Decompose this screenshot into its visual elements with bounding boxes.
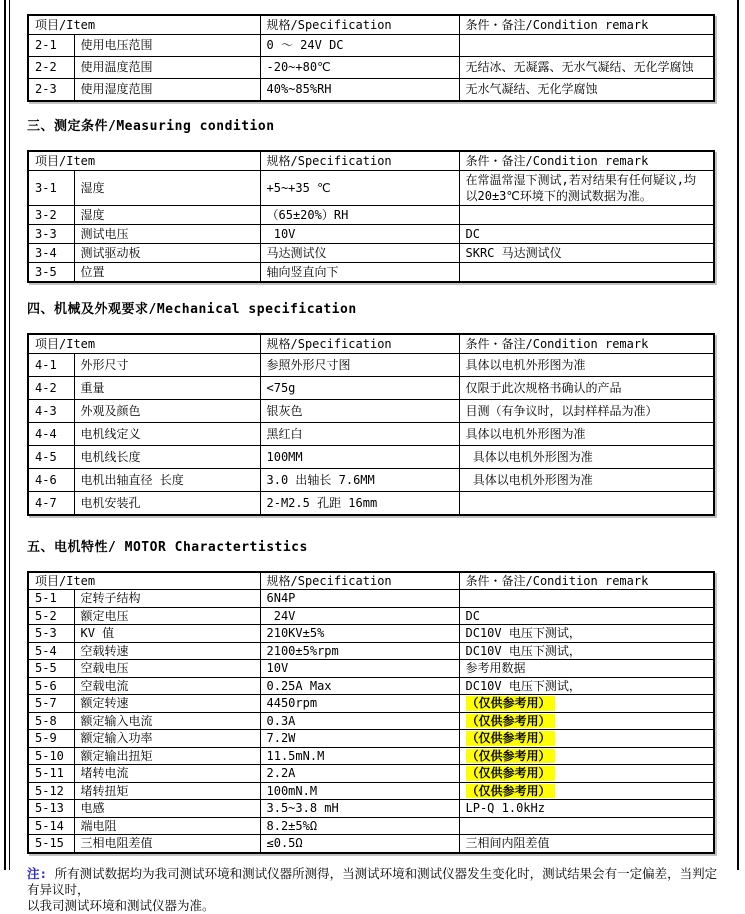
cell-spec: 40%~85%RH xyxy=(260,79,459,102)
cell-spec: 0 ～ 24V DC xyxy=(260,35,459,57)
cell-spec: 2-M2.5 孔距 16mm xyxy=(260,492,459,516)
cell-item-no: 5-13 xyxy=(28,800,74,818)
cell-item-no: 5-3 xyxy=(28,625,74,643)
footnote-line1: 所有测试数据均为我司测试环境和测试仪器所测得，当测试环境和测试仪器发生变化时，测试结果会有一定偏差，当判定有异议时， xyxy=(27,865,718,897)
table-row xyxy=(28,730,714,748)
table-row xyxy=(28,57,714,79)
cell-item-name: 空载电压 xyxy=(74,660,260,678)
cell-remark: DC10V 电压下测试， xyxy=(459,642,714,660)
table-header-cell-spec: 规格/Specification xyxy=(260,151,459,171)
document-content xyxy=(27,0,716,914)
table-row xyxy=(28,747,714,765)
cell-spec: 4450rpm xyxy=(260,695,459,713)
cell-remark xyxy=(459,747,714,765)
cell-item-no: 3-3 xyxy=(28,225,74,244)
cell-item-name: 重量 xyxy=(74,377,260,400)
table-header-cell-item: 项目/Item xyxy=(28,15,260,35)
table-row xyxy=(28,660,714,678)
cell-item-name: 电机出轴直径 长度 xyxy=(74,469,260,492)
cell-remark xyxy=(459,263,714,283)
cell-remark xyxy=(459,765,714,783)
cell-spec: 7.2W xyxy=(260,730,459,748)
cell-remark: LP-Q 1.0kHz xyxy=(459,800,714,818)
cell-item-no: 5-10 xyxy=(28,747,74,765)
cell-spec: +5~+35 ℃ xyxy=(260,171,459,206)
cell-item-no: 5-2 xyxy=(28,607,74,625)
footnote-label: 注: xyxy=(27,865,48,881)
cell-spec: 8.2±5%Ω xyxy=(260,817,459,835)
cell-remark xyxy=(459,35,714,57)
table-header-cell-remark: 条件・备注/Condition remark xyxy=(459,151,714,171)
reference-only-highlight: （仅供参考用） xyxy=(466,731,555,746)
cell-spec: 银灰色 xyxy=(260,400,459,423)
cell-spec: 黑红白 xyxy=(260,423,459,446)
cell-remark xyxy=(459,206,714,225)
cell-spec: 3.5~3.8 mH xyxy=(260,800,459,818)
cell-item-name: 使用温度范围 xyxy=(74,57,260,79)
cell-item-no: 5-14 xyxy=(28,817,74,835)
cell-item-no: 3-4 xyxy=(28,244,74,263)
cell-remark xyxy=(459,590,714,608)
cell-item-name: 电机安装孔 xyxy=(74,492,260,516)
table-row xyxy=(28,354,714,377)
cell-item-name: 电机线定义 xyxy=(74,423,260,446)
table-row xyxy=(28,765,714,783)
table-row xyxy=(28,35,714,57)
table-row xyxy=(28,206,714,225)
cell-spec: 24V xyxy=(260,607,459,625)
cell-item-name: 测试电压 xyxy=(74,225,260,244)
cell-spec: 11.5mN.M xyxy=(260,747,459,765)
cell-item-name: 端电阻 xyxy=(74,817,260,835)
table-row xyxy=(28,800,714,818)
cell-spec: 0.25A Max xyxy=(260,677,459,695)
table-header-cell-spec: 规格/Specification xyxy=(260,334,459,354)
cell-remark: DC10V 电压下测试， xyxy=(459,625,714,643)
cell-spec: 轴向竖直向下 xyxy=(260,263,459,283)
cell-item-name: 湿度 xyxy=(74,206,260,225)
spec-table xyxy=(27,333,715,516)
cell-item-no: 2-1 xyxy=(28,35,74,57)
table-row xyxy=(28,817,714,835)
table-row xyxy=(28,263,714,283)
cell-remark xyxy=(459,712,714,730)
section-title: 三、测定条件/Measuring condition xyxy=(27,119,275,134)
cell-item-name: 测试驱动板 xyxy=(74,244,260,263)
spec-table xyxy=(27,14,715,102)
cell-item-name: 电机线长度 xyxy=(74,446,260,469)
cell-item-name: 定转子结构 xyxy=(74,590,260,608)
cell-remark xyxy=(459,730,714,748)
cell-item-no: 5-1 xyxy=(28,590,74,608)
cell-item-name: 堵转电流 xyxy=(74,765,260,783)
reference-only-highlight: （仅供参考用） xyxy=(466,714,555,729)
cell-remark: 具体以电机外形图为准 xyxy=(459,469,714,492)
reference-only-highlight: （仅供参考用） xyxy=(466,696,555,711)
table-header-cell-remark: 条件・备注/Condition remark xyxy=(459,15,714,35)
section-title: 五、电机特性/ MOTOR Charactertistics xyxy=(27,540,308,555)
cell-item-name: 使用电压范围 xyxy=(74,35,260,57)
cell-item-no: 5-4 xyxy=(28,642,74,660)
cell-item-no: 3-5 xyxy=(28,263,74,283)
cell-spec: 2100±5%rpm xyxy=(260,642,459,660)
cell-remark: DC10V 电压下测试， xyxy=(459,677,714,695)
table-row xyxy=(28,469,714,492)
cell-item-no: 4-4 xyxy=(28,423,74,446)
cell-item-no: 4-1 xyxy=(28,354,74,377)
table-row xyxy=(28,79,714,102)
cell-remark: 具体以电机外形图为准 xyxy=(459,423,714,446)
section-title: 四、机械及外观要求/Mechanical specification xyxy=(27,302,357,317)
table-row xyxy=(28,377,714,400)
page-frame-right xyxy=(737,0,739,870)
cell-item-name: 位置 xyxy=(74,263,260,283)
cell-item-no: 4-7 xyxy=(28,492,74,516)
cell-spec: 100mN.M xyxy=(260,782,459,800)
cell-spec: 210KV±5% xyxy=(260,625,459,643)
cell-item-no: 2-3 xyxy=(28,79,74,102)
table-row xyxy=(28,625,714,643)
cell-spec: 3.0 出轴长 7.6MM xyxy=(260,469,459,492)
table-header-row xyxy=(28,334,714,354)
reference-only-highlight: （仅供参考用） xyxy=(466,749,555,764)
cell-remark: SKRC 马达测试仪 xyxy=(459,244,714,263)
table-header-cell-item: 项目/Item xyxy=(28,334,260,354)
spec-sections xyxy=(27,14,716,854)
spec-table xyxy=(27,571,715,854)
table-header-row xyxy=(28,151,714,171)
footnote xyxy=(27,866,727,914)
reference-only-highlight: （仅供参考用） xyxy=(466,766,555,781)
table-header-cell-remark: 条件・备注/Condition remark xyxy=(459,334,714,354)
cell-item-name: 额定输出扭矩 xyxy=(74,747,260,765)
cell-item-name: 三相电阻差值 xyxy=(74,835,260,853)
table-row xyxy=(28,171,714,206)
cell-item-name: 外形尺寸 xyxy=(74,354,260,377)
cell-item-name: 湿度 xyxy=(74,171,260,206)
cell-remark xyxy=(459,492,714,516)
table-header-cell-spec: 规格/Specification xyxy=(260,572,459,590)
table-row xyxy=(28,446,714,469)
table-row xyxy=(28,835,714,853)
cell-item-no: 5-9 xyxy=(28,730,74,748)
spec-table xyxy=(27,150,715,283)
table-row xyxy=(28,677,714,695)
cell-item-no: 4-5 xyxy=(28,446,74,469)
cell-remark xyxy=(459,817,714,835)
cell-spec: ≤0.5Ω xyxy=(260,835,459,853)
table-row xyxy=(28,642,714,660)
cell-item-name: 额定电压 xyxy=(74,607,260,625)
cell-remark: 无水气凝结、无化学腐蚀 xyxy=(459,79,714,102)
cell-item-no: 2-2 xyxy=(28,57,74,79)
table-row xyxy=(28,782,714,800)
cell-remark: 无结冰、无凝露、无水气凝结、无化学腐蚀 xyxy=(459,57,714,79)
cell-spec: 2.2A xyxy=(260,765,459,783)
cell-remark: 在常温常湿下测试,若对结果有任何疑议,均以20±3℃环境下的测试数据为准。 xyxy=(459,171,714,206)
cell-remark: DC xyxy=(459,225,714,244)
cell-item-no: 4-2 xyxy=(28,377,74,400)
table-row xyxy=(28,712,714,730)
cell-item-name: 额定输入功率 xyxy=(74,730,260,748)
footnote-line2: 以我司测试环境和测试仪器为准。 xyxy=(27,897,215,913)
cell-spec: 马达测试仪 xyxy=(260,244,459,263)
cell-remark: 参考用数据 xyxy=(459,660,714,678)
cell-item-name: 堵转扭矩 xyxy=(74,782,260,800)
cell-remark: 目测（有争议时，以封样样品为准） xyxy=(459,400,714,423)
table-row xyxy=(28,492,714,516)
cell-spec: <75g xyxy=(260,377,459,400)
cell-spec: 10V xyxy=(260,225,459,244)
cell-item-no: 5-8 xyxy=(28,712,74,730)
page-frame-left-inner xyxy=(9,0,10,870)
cell-item-no: 5-7 xyxy=(28,695,74,713)
cell-item-no: 3-2 xyxy=(28,206,74,225)
cell-remark xyxy=(459,782,714,800)
cell-item-no: 5-11 xyxy=(28,765,74,783)
table-header-cell-item: 项目/Item xyxy=(28,151,260,171)
table-row xyxy=(28,225,714,244)
table-row xyxy=(28,400,714,423)
cell-item-name: 电感 xyxy=(74,800,260,818)
cell-item-name: 空载电流 xyxy=(74,677,260,695)
cell-item-no: 4-6 xyxy=(28,469,74,492)
reference-only-highlight: （仅供参考用） xyxy=(466,784,555,799)
cell-remark: DC xyxy=(459,607,714,625)
cell-item-no: 5-5 xyxy=(28,660,74,678)
cell-remark xyxy=(459,695,714,713)
cell-item-name: KV 值 xyxy=(74,625,260,643)
cell-remark: 仅限于此次规格书确认的产品 xyxy=(459,377,714,400)
cell-item-no: 4-3 xyxy=(28,400,74,423)
cell-spec: 100MM xyxy=(260,446,459,469)
cell-spec: -20~+80℃ xyxy=(260,57,459,79)
table-header-cell-remark: 条件・备注/Condition remark xyxy=(459,572,714,590)
cell-item-name: 额定输入电流 xyxy=(74,712,260,730)
table-header-row xyxy=(28,15,714,35)
cell-spec: 参照外形尺寸图 xyxy=(260,354,459,377)
cell-item-name: 外观及颜色 xyxy=(74,400,260,423)
page-frame-left-outer xyxy=(4,0,6,870)
table-header-cell-item: 项目/Item xyxy=(28,572,260,590)
cell-spec: 10V xyxy=(260,660,459,678)
table-row xyxy=(28,423,714,446)
cell-spec: 0.3A xyxy=(260,712,459,730)
cell-item-name: 额定转速 xyxy=(74,695,260,713)
cell-remark: 具体以电机外形图为准 xyxy=(459,446,714,469)
cell-item-no: 5-12 xyxy=(28,782,74,800)
cell-remark: 三相间内阻差值 xyxy=(459,835,714,853)
cell-spec: （65±20%）RH xyxy=(260,206,459,225)
table-row xyxy=(28,244,714,263)
cell-item-no: 5-6 xyxy=(28,677,74,695)
cell-item-no: 5-15 xyxy=(28,835,74,853)
cell-item-name: 空载转速 xyxy=(74,642,260,660)
table-row xyxy=(28,607,714,625)
table-row xyxy=(28,590,714,608)
table-row xyxy=(28,695,714,713)
cell-item-name: 使用湿度范围 xyxy=(74,79,260,102)
table-header-cell-spec: 规格/Specification xyxy=(260,15,459,35)
table-header-row xyxy=(28,572,714,590)
cell-spec: 6N4P xyxy=(260,590,459,608)
cell-remark: 具体以电机外形图为准 xyxy=(459,354,714,377)
cell-item-no: 3-1 xyxy=(28,171,74,206)
